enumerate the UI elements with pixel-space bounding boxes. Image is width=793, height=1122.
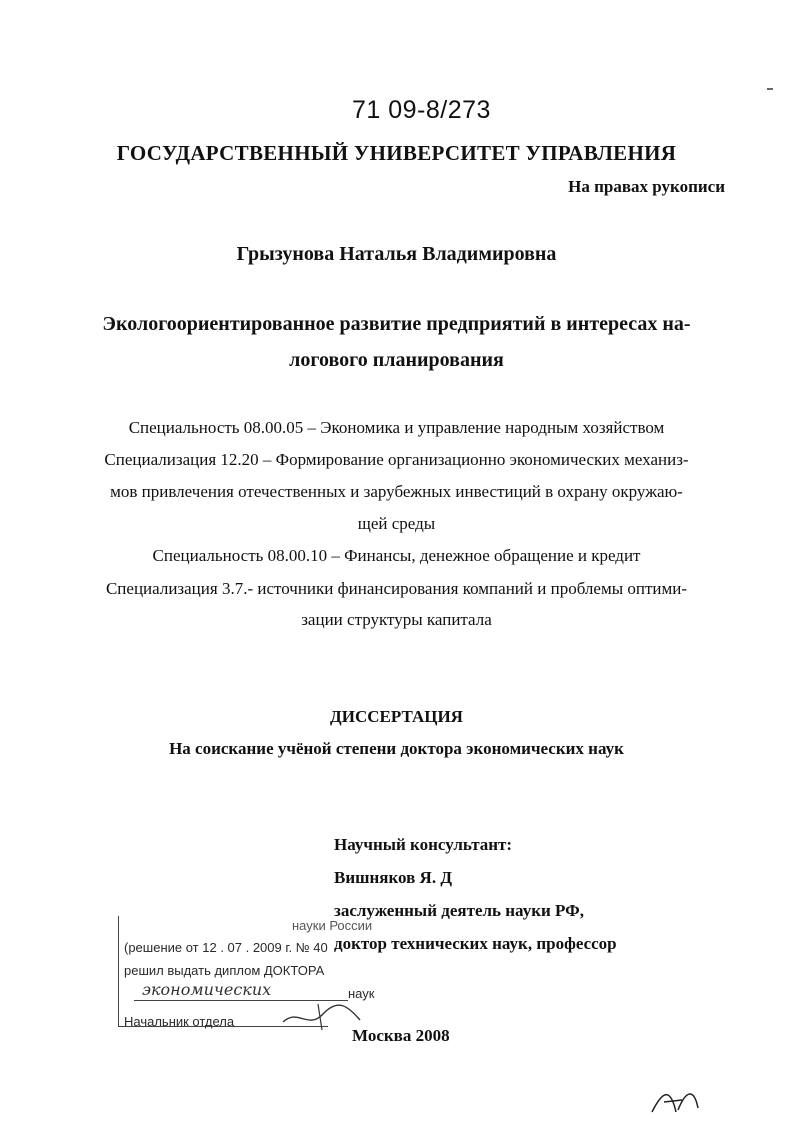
specialty-line: Специализация 12.20 – Формирование организационно экономических механиз- (104, 450, 689, 469)
specialty-line: Специальность 08.00.05 – Экономика и управление народным хозяйством (128, 418, 665, 437)
stamp-line: науки России (292, 918, 373, 933)
stamp-handwritten-field: экономических (142, 980, 272, 999)
corner-signature (648, 1082, 704, 1118)
thesis-title-line-1: Экологоориентированное развитие предприятий в интересах на- (102, 313, 691, 335)
specialty-line: Специальность 08.00.10 – Финансы, денежное обращение и кредит (152, 546, 641, 565)
consultant-name: Вишняков Я. Д (334, 868, 453, 887)
rights-note: На правах рукописи (568, 177, 725, 196)
city-year: Москва 2008 (352, 1026, 450, 1045)
degree-line: На соискание учёной степени доктора экономических наук (169, 739, 624, 758)
specialty-line: мов привлечения отечественных и зарубежных инвестиций в охрану окружаю- (110, 482, 683, 501)
document-code: 71 09-8/273 (352, 96, 491, 124)
consultant-label: Научный консультант: (334, 835, 513, 854)
specialty-line: щей среды (357, 514, 436, 533)
consultant-title: заслуженный деятель науки РФ, (334, 901, 584, 920)
stamp-line: наук (348, 986, 375, 1001)
approval-stamp (118, 916, 390, 1029)
university-name: ГОСУДАРСТВЕННЫЙ УНИВЕРСИТЕТ УПРАВЛЕНИЯ (116, 141, 677, 165)
scan-speck (767, 88, 773, 90)
stamp-line: Начальник отдела (124, 1014, 235, 1029)
stamp-line: решил выдать диплом ДОКТОРА (124, 963, 325, 978)
stamp-line: (решение от 12 . 07 . 2009 г. № 40 (124, 940, 328, 955)
author-name: Грызунова Наталья Владимировна (236, 243, 557, 265)
specialty-line: Специализация 3.7.- источники финансирования компаний и проблемы оптими- (105, 579, 688, 598)
consultant-degree: доктор технических наук, профессор (334, 934, 617, 953)
stamp-border (118, 916, 121, 1026)
thesis-title-line-2: логового планирования (289, 349, 504, 371)
dissertation-label: ДИССЕРТАЦИЯ (330, 707, 463, 726)
specialty-line: зации структуры капитала (301, 610, 492, 629)
